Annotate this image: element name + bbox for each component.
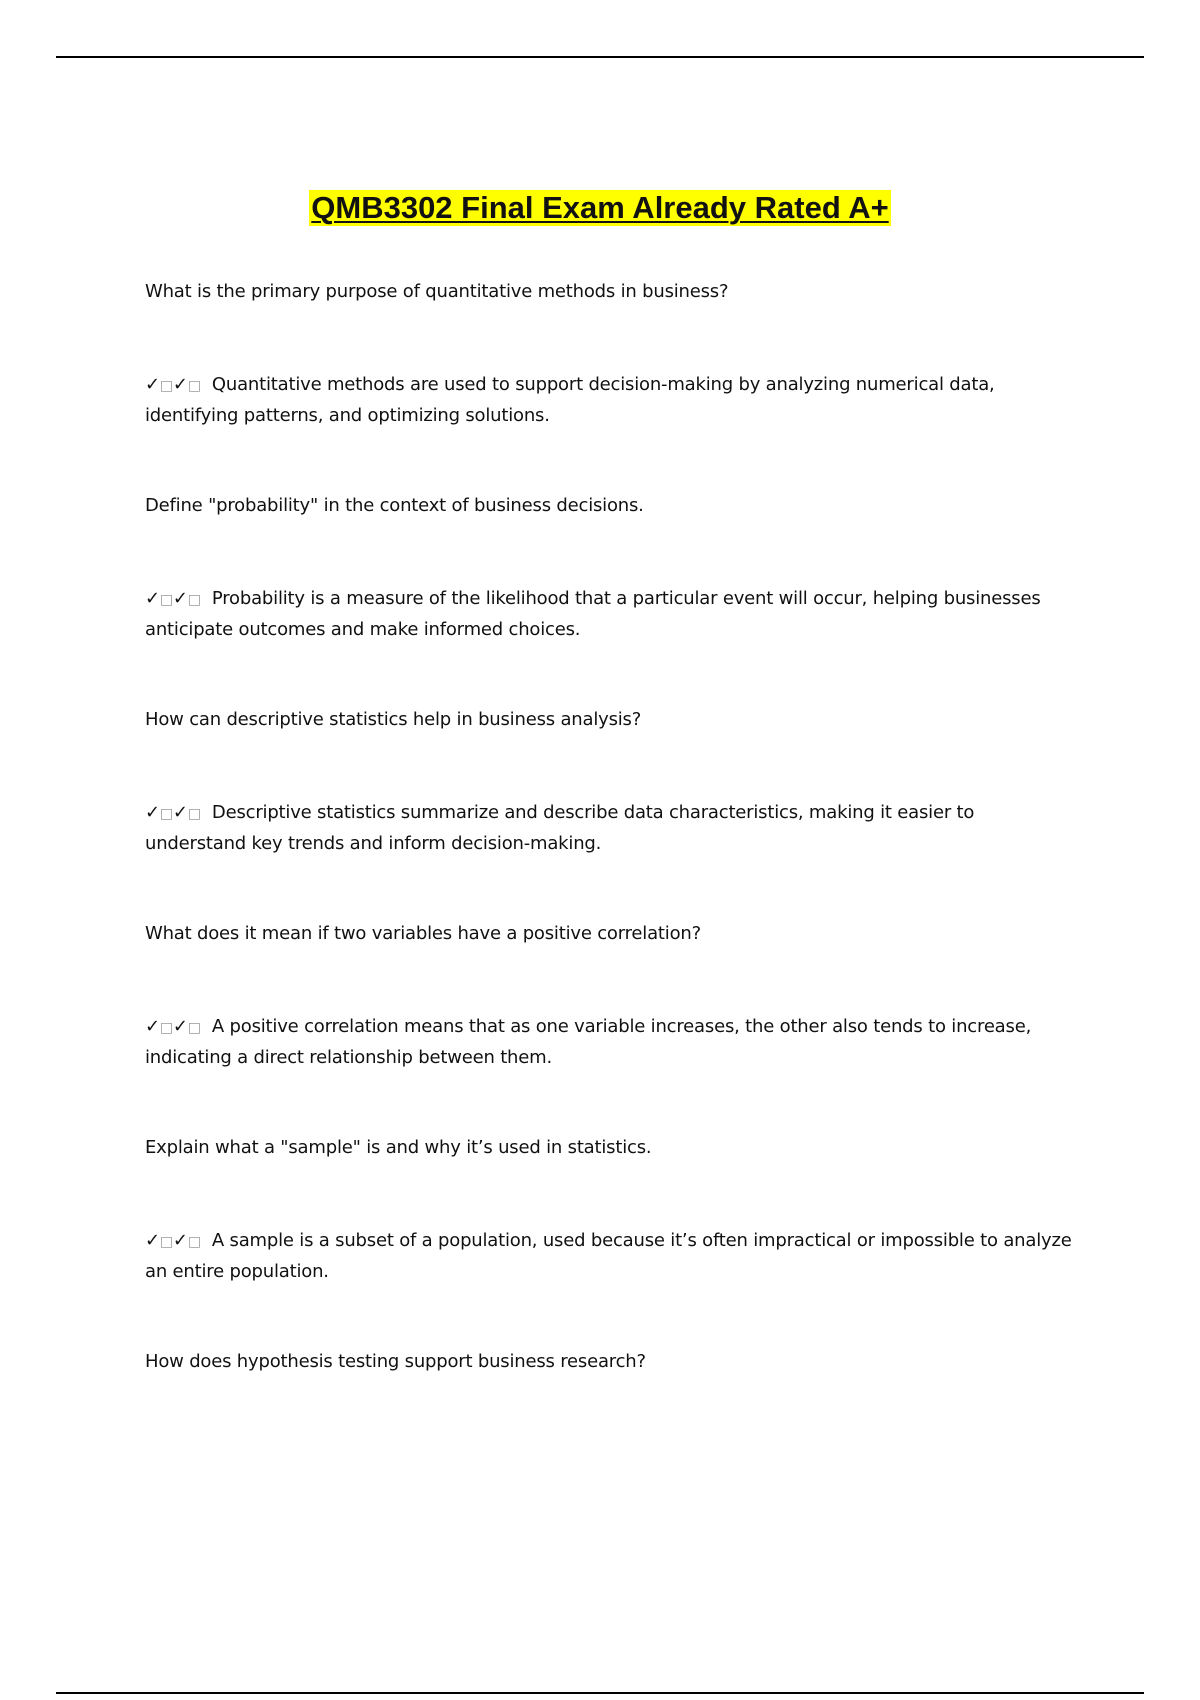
qa-item: [145, 705, 1075, 858]
top-rule: [56, 56, 1144, 58]
question-text: What does it mean if two variables have a positive correlation?: [145, 923, 701, 944]
answer-block: [145, 1226, 1075, 1286]
answer-block: [145, 584, 1075, 644]
page-title: QMB3302 Final Exam Already Rated A+: [311, 190, 889, 225]
title-container: [0, 190, 1200, 226]
check-marker: ✓□✓□: [145, 1016, 201, 1037]
check-marker: ✓□✓□: [145, 374, 201, 395]
question-text: Explain what a "sample" is and why it’s used in statistics.: [145, 1137, 652, 1158]
answer-text: Quantitative methods are used to support decision-making by analyzing numerical data, identifying patterns, and optimizing solutions.: [145, 374, 995, 426]
answer-text: A positive correlation means that as one variable increases, the other also tends to increase, indicating a direct relationship between them.: [145, 1016, 1032, 1068]
answer-block: [145, 370, 1075, 430]
check-marker: ✓□✓□: [145, 1230, 201, 1251]
check-marker: ✓□✓□: [145, 588, 201, 609]
answer-block: [145, 1012, 1075, 1072]
question-text: How can descriptive statistics help in business analysis?: [145, 709, 642, 730]
check-marker: ✓□✓□: [145, 802, 201, 823]
bottom-rule: [56, 1692, 1144, 1694]
qa-item: [145, 1133, 1075, 1286]
answer-block: [145, 798, 1075, 858]
qa-item: [145, 1347, 1075, 1376]
question-text: What is the primary purpose of quantitative methods in business?: [145, 281, 729, 302]
answer-text: A sample is a subset of a population, used because it’s often impractical or impossible to analyze an entire population.: [145, 1230, 1072, 1282]
question-text: How does hypothesis testing support business research?: [145, 1351, 646, 1372]
answer-text: Probability is a measure of the likelihood that a particular event will occur, helping businesses anticipate outcomes and make informed choices.: [145, 588, 1041, 640]
qa-item: [145, 919, 1075, 1072]
qa-item: [145, 491, 1075, 644]
answer-text: Descriptive statistics summarize and describe data characteristics, making it easier to understand key trends and inform decision-making.: [145, 802, 975, 854]
question-text: Define "probability" in the context of business decisions.: [145, 495, 644, 516]
qa-item: [145, 277, 1075, 430]
